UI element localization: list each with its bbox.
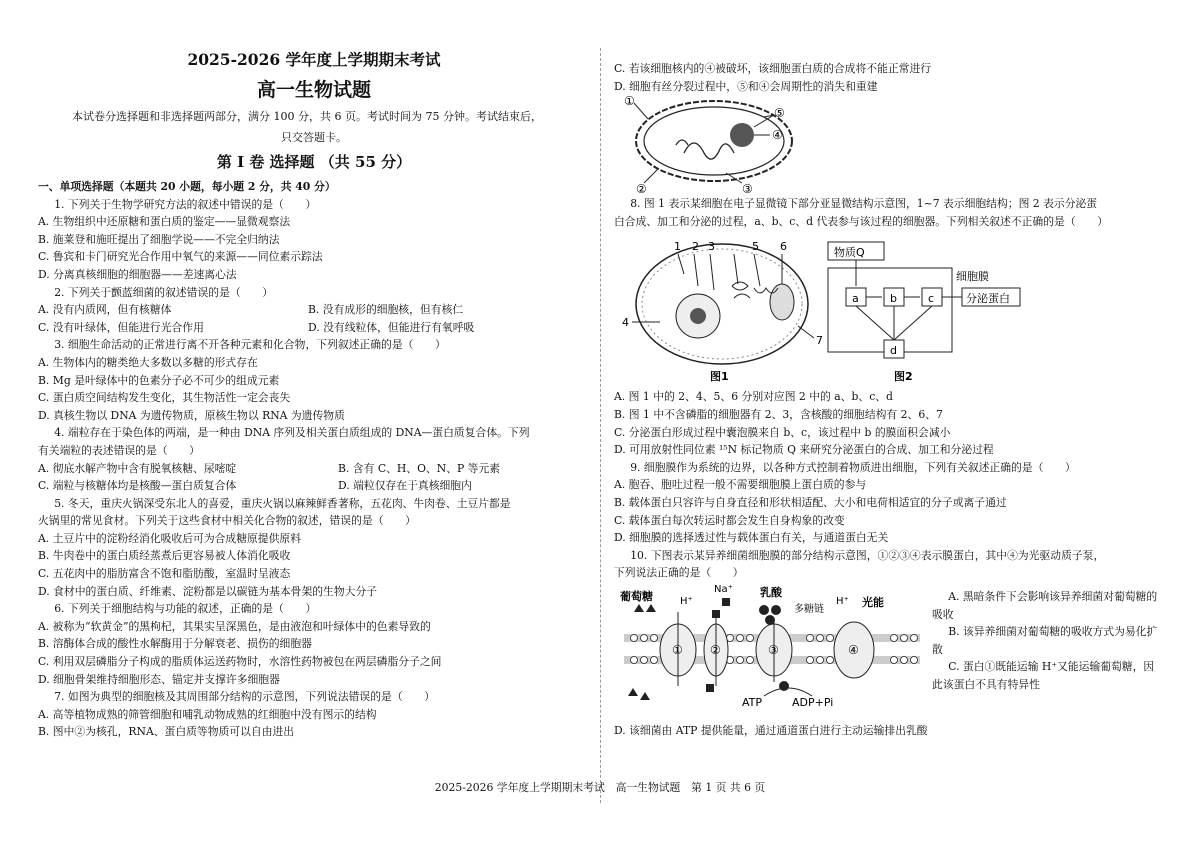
membrane-figure (614, 582, 1166, 722)
fig2-caption: 图2 (894, 370, 913, 384)
membrane-lactic: 乳酸 (760, 585, 782, 599)
q4-options-cd (38, 477, 590, 495)
q8-stem-1: 8. 图 1 表示某细胞在电子显微镜下部分亚显微结构示意图，1~7 表示细胞结构；图 2 表示分泌蛋 (630, 197, 1098, 211)
membrane-protein-4: ④ (848, 642, 859, 657)
q3-option-b: B. Mg 是叶绿体中的色素分子必不可少的组成元素 (38, 373, 280, 387)
q10-option-a: A. 黑暗条件下会影响该异养细菌对葡萄糖的吸收 (932, 589, 1158, 621)
nucleus-label-5: ⑤ (774, 106, 785, 121)
q5-option-d: D. 食材中的蛋白质、纤维素、淀粉都是以碳链为基本骨架的生物大分子 (38, 584, 378, 598)
q6-option-c: C. 利用双层磷脂分子构成的脂质体运送药物时，水溶性药物被包在两层磷脂分子之间 (38, 655, 442, 669)
intro-line-2: 只交答题卡。 (281, 131, 347, 144)
fig1-label-4: 4 (622, 316, 629, 330)
q7-option-a: A. 高等植物成熟的筛管细胞和哺乳动物成熟的红细胞中没有图示的结构 (38, 707, 377, 721)
q2-options-cd (38, 319, 590, 337)
q9-option-b: B. 载体蛋白只容许与自身直径和形状相适配、大小和电荷相适宜的分子或离子通过 (614, 495, 1007, 509)
q8-stem-2: 白合成、加工和分泌的过程，a、b、c、d 代表参与该过程的细胞器。下列相关叙述不正确的是（ ） (614, 214, 1109, 228)
membrane-na: Na⁺ (714, 583, 733, 595)
fig2-node-b: b (890, 292, 897, 306)
fig2-node-d: d (890, 344, 897, 358)
membrane-diagram (614, 582, 924, 722)
nucleus-label-2: ② (636, 182, 647, 196)
q8-option-a: A. 图 1 中的 2、4、5、6 分别对应图 2 中的 a、b、c、d (614, 390, 893, 404)
q4-option-a: A. 彻底水解产物中含有脱氧核糖、尿嘧啶 (38, 461, 237, 475)
q3-stem: 3. 细胞生命活动的正常进行离不开各种元素和化合物，下列叙述正确的是（ ） (54, 338, 446, 352)
q6-stem: 6. 下列关于细胞结构与功能的叙述，正确的是（ ） (54, 602, 317, 616)
nucleus-label-3: ③ (742, 182, 753, 196)
q10-option-c: C. 蛋白①既能运输 H⁺又能运输葡萄糖，因此该蛋白不具有特异性 (932, 660, 1155, 691)
q5-option-b: B. 牛肉卷中的蛋白质经蒸煮后更容易被人体消化吸收 (38, 549, 291, 563)
fig2-node-c: c (928, 292, 935, 306)
q5-option-c: C. 五花肉中的脂肪富含不饱和脂肪酸，室温时呈液态 (38, 567, 291, 581)
q1-option-a: A. 生物组织中还原糖和蛋白质的鉴定——显微观察法 (38, 215, 291, 229)
q10-stem-2: 下列说法正确的是（ ） (614, 566, 744, 580)
q2-options-ab (38, 301, 590, 319)
q9-stem: 9. 细胞膜作为系统的边界，以各种方式控制着物质进出细胞，下列有关叙述正确的是（ ） (630, 460, 1076, 474)
q10-option-d: D. 该细菌由 ATP 提供能量，通过通道蛋白进行主动运输排出乳酸 (614, 723, 928, 737)
q4-stem-1: 4. 端粒存在于染色体的两端，是一种由 DNA 序列及相关蛋白质组成的 DNA—蛋白质复合体。下列 (54, 426, 530, 440)
q1-stem: 1. 下列关于生物学研究方法的叙述中错误的是（ ） (54, 197, 317, 211)
fig1-label-1: 1 (674, 240, 681, 254)
membrane-h-left: H⁺ (680, 595, 693, 607)
page-footer: 2025-2026 学年度上学期期末考试 高一生物试题 第 1 页 共 6 页 (434, 781, 766, 794)
q7-option-b: B. 图中②为核孔，RNA、蛋白质等物质可以自由进出 (38, 725, 295, 739)
fig1-label-6: 6 (780, 240, 787, 254)
q5-option-a: A. 土豆片中的淀粉经消化吸收后可为合成糖原提供原料 (38, 531, 301, 545)
fig1-label-3: 3 (708, 240, 715, 254)
q2-option-c: C. 没有叶绿体，但能进行光合作用 (38, 320, 204, 334)
q10-option-b: B. 该异养细菌对葡萄糖的吸收方式为易化扩散 (932, 625, 1158, 656)
column-divider (600, 48, 601, 803)
nucleus-label-1: ① (624, 95, 635, 109)
q5-stem-2: 火锅里的常见食材。下列关于这些食材中相关化合物的叙述，错误的是（ ） (38, 514, 416, 528)
q6-option-a: A. 被称为“软黄金”的黑枸杞，其果实呈深黑色，是由液泡和叶绿体中的色素导致的 (38, 619, 431, 633)
q3-option-a: A. 生物体内的糖类绝大多数以多糖的形式存在 (38, 355, 258, 369)
q9-option-a: A. 胞吞、胞吐过程一般不需要细胞膜上蛋白质的参与 (614, 478, 867, 492)
membrane-light: 光能 (862, 595, 884, 609)
exam-title: 2025-2026 学年度上学期期末考试 (187, 50, 441, 69)
q4-option-d: D. 端粒仅存在于真核细胞内 (338, 479, 472, 493)
q7-stem: 7. 如图为典型的细胞核及其周围部分结构的示意图，下列说法错误的是（ ） (54, 690, 436, 704)
intro-line-1: 本试卷分选择题和非选择题两部分，满分 100 分，共 6 页。考试时间为 75 分钟。考试结束后， (72, 110, 542, 123)
q8-option-b: B. 图 1 中不含磷脂的细胞器有 2、3，含核酸的细胞结构有 2、6、7 (614, 407, 943, 421)
membrane-polysaccharide: 多糖链 (794, 603, 824, 615)
fig2-secretion: 分泌蛋白 (966, 292, 1010, 306)
fig1-label-7: 7 (816, 334, 823, 348)
q9-option-d: D. 细胞膜的选择透过性与载体蛋白有关，与通道蛋白无关 (614, 531, 889, 545)
q4-option-c: C. 端粒与核糖体均是核酸—蛋白质复合体 (38, 479, 237, 493)
nucleus-diagram (614, 95, 1166, 195)
nucleus-label-4: ④ (772, 128, 783, 143)
q3-option-d: D. 真核生物以 DNA 为遗传物质，原核生物以 RNA 为遗传物质 (38, 408, 345, 422)
q1-option-c: C. 鲁宾和卡门研究光合作用中氧气的来源——同位素示踪法 (38, 250, 323, 264)
q2-option-b: B. 没有成形的细胞核，但有核仁 (308, 303, 464, 317)
subject-title: 高一生物试题 (256, 79, 371, 101)
q2-option-a: A. 没有内质网，但有核糖体 (38, 303, 172, 317)
section-title: 第 I 卷 选择题 （共 55 分） (216, 153, 412, 171)
fig2-substance-q: 物质Q (834, 246, 865, 260)
part1-title: 一、单项选择题（本题共 20 小题，每小题 2 分，共 40 分） (38, 180, 336, 193)
q1-option-d: D. 分离真核细胞的细胞器——差速离心法 (38, 267, 237, 281)
cell-and-flow-diagram (614, 230, 1166, 388)
q9-option-c: C. 载体蛋白每次转运时都会发生自身构象的改变 (614, 513, 845, 527)
membrane-atp: ATP (742, 695, 763, 709)
q10-stem-1: 10. 下图表示某异养细菌细胞膜的部分结构示意图，①②③④表示膜蛋白，其中④为光驱动质子泵， (630, 548, 1105, 562)
q3-option-c: C. 蛋白质空间结构发生变化，其生物活性一定会丧失 (38, 391, 291, 405)
q2-stem: 2. 下列关于颤蓝细菌的叙述错误的是（ ） (54, 285, 274, 299)
q7-option-d: D. 细胞有丝分裂过程中，⑤和④会周期性的消失和重建 (614, 79, 878, 93)
fig1-label-5: 5 (752, 240, 759, 254)
membrane-adp: ADP+Pi (792, 695, 834, 709)
fig1-label-2: 2 (692, 240, 699, 254)
membrane-protein-1: ① (672, 642, 683, 657)
membrane-glucose: 葡萄糖 (620, 589, 653, 603)
left-column (38, 40, 590, 741)
q8-option-d: D. 可用放射性同位素 ¹⁵N 标记物质 Q 来研究分泌蛋白的合成、加工和分泌过程 (614, 443, 994, 457)
q4-option-b: B. 含有 C、H、O、N、P 等元素 (338, 461, 501, 475)
q6-option-b: B. 溶酶体合成的酸性水解酶用于分解衰老、损伤的细胞器 (38, 637, 312, 651)
q5-stem-1: 5. 冬天，重庆火锅深受东北人的喜爱，重庆火锅以麻辣鲜香著称，五花肉、牛肉卷、土豆片都是 (54, 496, 511, 510)
cell-figures (614, 230, 1166, 388)
membrane-h-right: H⁺ (836, 595, 849, 607)
q4-options-ab (38, 460, 590, 478)
fig2-membrane-label: 细胞膜 (956, 270, 989, 284)
q2-option-d: D. 没有线粒体，但能进行有氧呼吸 (308, 320, 475, 334)
nucleus-figure (614, 95, 1166, 195)
right-column (614, 60, 1166, 740)
q10-options-abc (932, 588, 1164, 694)
fig1-caption: 图1 (710, 370, 729, 384)
q4-stem-2: 有关端粒的表述错误的是（ ） (38, 443, 200, 457)
q1-option-b: B. 施莱登和施旺提出了细胞学说——不完全归纳法 (38, 232, 280, 246)
membrane-protein-3: ③ (768, 642, 779, 657)
q7-option-c: C. 若该细胞核内的④被破坏，该细胞蛋白质的合成将不能正常进行 (614, 62, 932, 75)
q6-option-d: D. 细胞骨架维持细胞形态、锚定并支撑许多细胞器 (38, 672, 280, 686)
fig2-node-a: a (852, 292, 859, 306)
membrane-protein-2: ② (710, 642, 721, 657)
q8-option-c: C. 分泌蛋白形成过程中囊泡膜来自 b、c，该过程中 b 的膜面积会减小 (614, 425, 951, 439)
